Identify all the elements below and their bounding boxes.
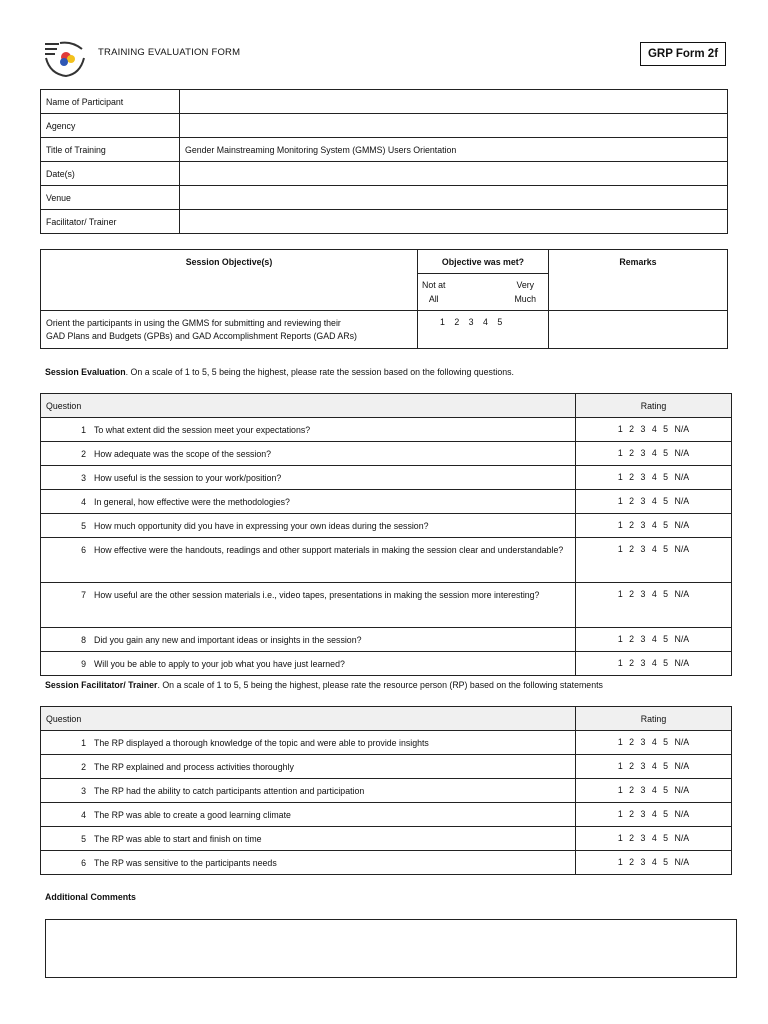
- table-row: [41, 803, 732, 827]
- info-row-agency: [41, 114, 728, 138]
- rating-scale[interactable]: 1 2 3 4 5 N/A: [576, 442, 732, 466]
- agency-label: Agency: [41, 114, 180, 138]
- rating-scale[interactable]: 1 2 3 4 5 N/A: [576, 779, 732, 803]
- rating-column-header: Rating: [576, 707, 732, 731]
- session-objective-table: [40, 249, 728, 349]
- objective-text: [41, 311, 418, 349]
- question-text: The RP was able to start and finish on time: [94, 833, 262, 844]
- name-field[interactable]: [180, 90, 728, 114]
- session-evaluation-text: . On a scale of 1 to 5, 5 being the highest, please rate the session based on the following questions.: [125, 367, 514, 377]
- training-title-label: Title of Training: [41, 138, 180, 162]
- table-row: [41, 628, 732, 652]
- info-row-facilitator: [41, 210, 728, 234]
- table-row: [41, 418, 732, 442]
- objective-header-row: [41, 250, 728, 274]
- scale-high-line2: Much: [514, 294, 536, 304]
- table-row: [41, 755, 732, 779]
- session-evaluation-title: Session Evaluation: [45, 367, 126, 377]
- question-column-header: Question: [41, 707, 576, 731]
- question-text: How adequate was the scope of the session?: [94, 448, 272, 459]
- facilitator-evaluation-text: . On a scale of 1 to 5, 5 being the highest, please rate the resource person (RP) based on the following statements: [157, 680, 603, 690]
- question-number: 5: [81, 520, 86, 531]
- venue-label: Venue: [41, 186, 180, 210]
- rating-scale[interactable]: 1 2 3 4 5 N/A: [576, 628, 732, 652]
- question-number: 9: [81, 658, 86, 669]
- info-row-dates: [41, 162, 728, 186]
- rating-column-header: Rating: [576, 394, 732, 418]
- facilitator-field[interactable]: [180, 210, 728, 234]
- info-row-venue: [41, 186, 728, 210]
- scale-low-line2: All: [428, 294, 439, 304]
- dates-label: Date(s): [41, 162, 180, 186]
- question-number: 4: [81, 496, 86, 507]
- facilitator-evaluation-instructions: [45, 680, 603, 690]
- training-title-field[interactable]: Gender Mainstreaming Monitoring System (GMMS) Users Orientation: [180, 138, 728, 162]
- question-text: Will you be able to apply to your job what you have just learned?: [94, 658, 345, 669]
- question-text: The RP was able to create a good learning climate: [94, 809, 291, 820]
- rating-scale[interactable]: 1 2 3 4 5 N/A: [576, 538, 732, 583]
- scale-low-line1: Not at: [422, 280, 446, 290]
- participant-info-table: [40, 89, 728, 234]
- agency-logo-icon: [42, 40, 88, 80]
- table-row: [41, 514, 732, 538]
- rating-scale[interactable]: 1 2 3 4 5 N/A: [576, 827, 732, 851]
- table-row: [41, 731, 732, 755]
- info-row-training: [41, 138, 728, 162]
- rating-scale[interactable]: 1 2 3 4 5 N/A: [576, 490, 732, 514]
- question-text: How effective were the handouts, readings and other support materials in making the session clear and understandable?: [94, 545, 564, 555]
- rating-scale[interactable]: 1 2 3 4 5 N/A: [576, 583, 732, 628]
- table-row: [41, 851, 732, 875]
- question-text: To what extent did the session meet your expectations?: [94, 424, 311, 435]
- question-number: 4: [81, 809, 86, 820]
- rating-scale[interactable]: 1 2 3 4 5 N/A: [576, 514, 732, 538]
- question-number: 5: [81, 833, 86, 844]
- session-evaluation-table: [40, 393, 732, 676]
- additional-comments-box[interactable]: [45, 919, 737, 978]
- objective-met-header: Objective was met?: [418, 250, 549, 274]
- rating-scale[interactable]: 1 2 3 4 5 N/A: [576, 731, 732, 755]
- agency-field[interactable]: [180, 114, 728, 138]
- table-row: [41, 538, 732, 583]
- question-number: 2: [81, 761, 86, 772]
- objective-rating-scale[interactable]: 1 2 3 4 5: [418, 311, 549, 349]
- question-number: 6: [81, 545, 86, 555]
- table-row: [41, 652, 732, 676]
- question-number: 1: [81, 424, 86, 435]
- scale-legend: [418, 274, 549, 311]
- question-number: 3: [81, 785, 86, 796]
- facilitator-label: Facilitator/ Trainer: [41, 210, 180, 234]
- form-title: TRAINING EVALUATION FORM: [98, 47, 241, 58]
- question-text: How useful are the other session materials i.e., video tapes, presentations in making the session more interesting?: [94, 590, 540, 600]
- table-row: [41, 490, 732, 514]
- rating-scale[interactable]: 1 2 3 4 5 N/A: [576, 418, 732, 442]
- objective-line-1: Orient the participants in using the GMMS for submitting and reviewing their: [46, 317, 341, 328]
- rating-scale[interactable]: 1 2 3 4 5 N/A: [576, 803, 732, 827]
- table-row: [41, 779, 732, 803]
- session-evaluation-instructions: [45, 367, 514, 377]
- objective-row: [41, 311, 728, 349]
- question-number: 3: [81, 472, 86, 483]
- rating-scale[interactable]: 1 2 3 4 5 N/A: [576, 755, 732, 779]
- dates-field[interactable]: [180, 162, 728, 186]
- question-text: The RP was sensitive to the participants needs: [94, 857, 277, 868]
- question-text: The RP displayed a thorough knowledge of the topic and were able to provide insights: [94, 737, 429, 748]
- question-number: 1: [81, 737, 86, 748]
- question-text: The RP had the ability to catch participants attention and participation: [94, 785, 365, 796]
- remarks-header: Remarks: [549, 250, 728, 311]
- question-text: How much opportunity did you have in expressing your own ideas during the session?: [94, 520, 429, 531]
- session-eval-header-row: [41, 394, 732, 418]
- question-text: The RP explained and process activities thoroughly: [94, 761, 294, 772]
- table-row: [41, 442, 732, 466]
- table-row: [41, 583, 732, 628]
- objective-column-header: Session Objective(s): [41, 250, 418, 311]
- question-column-header: Question: [41, 394, 576, 418]
- rating-scale[interactable]: 1 2 3 4 5 N/A: [576, 851, 732, 875]
- name-label: Name of Participant: [41, 90, 180, 114]
- question-number: 6: [81, 857, 86, 868]
- question-text: Did you gain any new and important ideas or insights in the session?: [94, 634, 362, 645]
- question-text: How useful is the session to your work/position?: [94, 472, 282, 483]
- question-number: 8: [81, 634, 86, 645]
- venue-field[interactable]: [180, 186, 728, 210]
- rating-scale[interactable]: 1 2 3 4 5 N/A: [576, 652, 732, 676]
- table-row: [41, 827, 732, 851]
- objective-line-2: GAD Plans and Budgets (GPBs) and GAD Accomplishment Reports (GAD ARs): [46, 330, 357, 341]
- facilitator-eval-header-row: [41, 707, 732, 731]
- facilitator-evaluation-table: [40, 706, 732, 875]
- question-text: In general, how effective were the methodologies?: [94, 496, 290, 507]
- facilitator-evaluation-title: Session Facilitator/ Trainer: [45, 680, 158, 690]
- question-number: 7: [81, 590, 86, 600]
- info-row-name: [41, 90, 728, 114]
- form-code: GRP Form 2f: [640, 42, 726, 66]
- objective-remarks-field[interactable]: [549, 311, 728, 349]
- scale-high-line1: Very: [516, 280, 535, 290]
- table-row: [41, 466, 732, 490]
- additional-comments-label: Additional Comments: [45, 892, 136, 902]
- question-number: 2: [81, 448, 86, 459]
- rating-scale[interactable]: 1 2 3 4 5 N/A: [576, 466, 732, 490]
